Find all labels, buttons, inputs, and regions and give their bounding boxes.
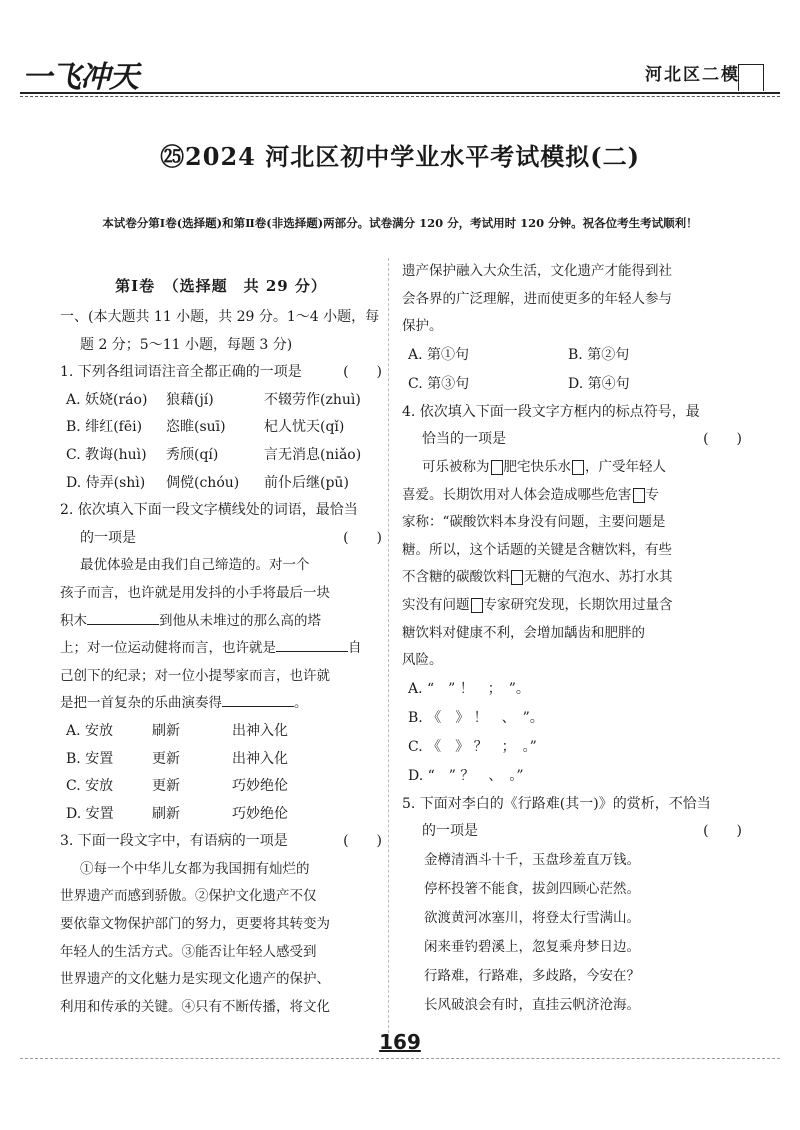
q3-stem bbox=[60, 828, 382, 856]
footer-rule bbox=[20, 1058, 780, 1059]
q4-passage-5 bbox=[402, 564, 742, 592]
q4-box-2[interactable] bbox=[572, 460, 584, 475]
q2-answer-paren[interactable]: ( ) bbox=[343, 529, 382, 546]
q4-box-1[interactable] bbox=[491, 460, 503, 475]
column-divider bbox=[388, 258, 389, 1038]
q2-c-3: 巧妙绝伦 bbox=[232, 778, 288, 795]
q1-stem-text: 1. 下列各组词语注音全都正确的一项是 bbox=[60, 364, 302, 381]
q5-answer-paren[interactable]: ( ) bbox=[703, 823, 742, 840]
q3-passage-5: 世界遗产的文化魅力是实现文化遗产的保护、 bbox=[60, 971, 330, 988]
q3-passage-4: 年轻人的生活方式。③能否让年轻人感受到 bbox=[60, 943, 317, 960]
q4-box-5[interactable] bbox=[471, 598, 483, 613]
q4-p1b: 肥宅快乐水 bbox=[503, 458, 571, 475]
q1-c-1: C. 教诲(huì) bbox=[66, 446, 147, 463]
q5-stem-line-2 bbox=[402, 818, 742, 846]
q2-c-1: C. 安放 bbox=[66, 778, 114, 795]
q2-passage-4a: 上；对一位运动健将而言，也许就是 bbox=[60, 640, 276, 657]
q3-option-d[interactable]: D. 第④句 bbox=[568, 375, 630, 392]
q2-a-3: 出神入化 bbox=[232, 722, 288, 739]
q1-option-b[interactable] bbox=[60, 414, 382, 442]
q4-passage-3: 家称：“碳酸饮料本身没有问题，主要问题是 bbox=[402, 514, 666, 531]
q2-passage-2: 孩子而言，也许就是用发抖的小手将最后一块 bbox=[60, 584, 330, 601]
q4-passage-7: 糖饮料对健康不利，会增加龋齿和肥胖的 bbox=[402, 624, 645, 641]
q2-passage-3 bbox=[60, 608, 382, 636]
q4-option-b[interactable]: B. 《 》 ！ 、 ”。 bbox=[408, 709, 544, 726]
q4-stem-text: 恰当的一项是 bbox=[422, 431, 506, 448]
header-region: 河北区二模 bbox=[645, 65, 740, 85]
q2-c-2: 更新 bbox=[152, 778, 180, 795]
page-number: 169 bbox=[379, 1030, 421, 1054]
q4-box-3[interactable] bbox=[633, 488, 645, 503]
q4-p1a: 可乐被称为 bbox=[422, 458, 490, 475]
right-column bbox=[402, 258, 742, 1020]
q4-p5a: 不含糖的碳酸饮料 bbox=[402, 569, 510, 586]
q4-passage-1 bbox=[402, 454, 742, 482]
q2-passage-6: 是把一首复杂的乐曲演奏得 。 bbox=[60, 690, 382, 718]
q2-a-2: 刷新 bbox=[152, 722, 180, 739]
q1-a-2: 狼藉(jí) bbox=[166, 391, 214, 408]
q3-passage-1: ①每一个中华儿女都为我国拥有灿烂的 bbox=[80, 860, 310, 877]
q4-option-d[interactable]: D. “ ” ？ 、 。” bbox=[408, 767, 524, 784]
q4-option-a[interactable]: A. “ ” ！ ； ”。 bbox=[408, 680, 530, 697]
q1-c-3: 言无消息(niǎo) bbox=[264, 446, 362, 463]
q1-option-c[interactable] bbox=[60, 442, 382, 470]
q1-a-3: 不辍劳作(zhuì) bbox=[264, 391, 361, 408]
q1-a-1: A. 妖娆(ráo) bbox=[66, 391, 148, 408]
q2-d-3: 巧妙绝伦 bbox=[232, 805, 288, 822]
q2-passage-3a: 积木 bbox=[60, 612, 87, 629]
header-decoration-icon bbox=[738, 64, 764, 91]
q2-d-2: 刷新 bbox=[152, 805, 180, 822]
q2-a-1: A. 安放 bbox=[66, 722, 114, 739]
q3-stem-text: 3. 下面一段文字中，有语病的一项是 bbox=[60, 833, 288, 850]
q1-answer-paren[interactable]: ( ) bbox=[343, 364, 382, 381]
q3-answer-paren[interactable]: ( ) bbox=[343, 833, 382, 850]
q2-stem-line-1: 2. 依次填入下面一段文字横线处的词语，最恰当 bbox=[60, 502, 358, 519]
q4-answer-paren[interactable]: ( ) bbox=[703, 431, 742, 448]
q3-options-row-2 bbox=[402, 370, 742, 399]
q4-passage-4: 糖。所以，这个话题的关键是含糖饮料，有些 bbox=[402, 541, 672, 558]
q5-stem-text: 的一项是 bbox=[422, 823, 478, 840]
q5-stem-line-1: 5. 下面对李白的《行路难(其一)》的赏析，不恰当 bbox=[402, 795, 711, 812]
q2-option-a[interactable] bbox=[60, 718, 382, 746]
exam-instructions: 本试卷分第Ⅰ卷(选择题)和第Ⅱ卷(非选择题)两部分。试卷满分 120 分，考试用时 120 分钟。祝各位考生考试顺利！ bbox=[102, 216, 698, 230]
q2-blank-3[interactable] bbox=[222, 692, 294, 707]
q1-d-3: 前仆后继(pū) bbox=[264, 474, 349, 491]
q4-p6a: 实没有问题 bbox=[402, 596, 470, 613]
q3-option-c[interactable]: C. 第③句 bbox=[408, 375, 470, 392]
q2-b-3: 出神入化 bbox=[232, 750, 288, 767]
q2-passage-5: 己创下的纪录；对一位小提琴家而言，也许就 bbox=[60, 667, 330, 684]
q2-passage-4 bbox=[60, 635, 382, 663]
q2-blank-1[interactable] bbox=[87, 610, 159, 625]
q4-passage-8: 风险。 bbox=[402, 652, 443, 669]
poem-line-3: 欲渡黄河冰塞川，将登太行雪满山。 bbox=[424, 909, 640, 926]
q3-passage-3: 要依靠文物保护部门的努力，更要将其转变为 bbox=[60, 916, 330, 933]
q4-p6b: 专家研究发现，长期饮用过量含 bbox=[483, 596, 673, 613]
q3-passage-6: 利用和传承的关键。④只有不断传播，将文化 bbox=[60, 998, 330, 1015]
poem-line-4: 闲来垂钓碧溪上，忽复乘舟梦日边。 bbox=[424, 938, 640, 955]
q3-passage-8: 会各界的广泛理解，进而使更多的年轻人参与 bbox=[402, 290, 672, 307]
q3-option-b[interactable]: B. 第②句 bbox=[568, 346, 630, 363]
q2-b-2: 更新 bbox=[152, 750, 180, 767]
q3-passage-2: 世界遗产而感到骄傲。②保护文化遗产不仅 bbox=[60, 888, 317, 905]
q4-passage-2 bbox=[402, 482, 742, 510]
q4-p5b: 无糖的气泡水、苏打水其 bbox=[524, 569, 673, 586]
poem-line-5: 行路难，行路难，多歧路，今安在？ bbox=[424, 967, 640, 984]
q4-stem-line-2 bbox=[402, 426, 742, 454]
q4-stem-line-1: 4. 依次填入下面一段文字方框内的标点符号，最 bbox=[402, 403, 700, 420]
q3-passage-7: 遗产保护融入大众生活，文化遗产才能得到社 bbox=[402, 263, 672, 279]
brand-logo: 一飞冲天 bbox=[22, 60, 138, 95]
q2-option-c[interactable] bbox=[60, 773, 382, 801]
q2-passage-6a: 是把一首复杂的乐曲演奏得 bbox=[60, 695, 222, 712]
q4-passage-6 bbox=[402, 592, 742, 620]
q2-passage-1: 最优体验是由我们自己缔造的。对一个 bbox=[80, 557, 310, 574]
part-heading-line-1: 一、(本大题共 11 小题，共 29 分。1～4 小题，每 bbox=[60, 309, 380, 325]
q2-stem-line-2 bbox=[60, 525, 382, 553]
q3-option-a[interactable]: A. 第①句 bbox=[408, 346, 470, 363]
q1-c-2: 秀颀(qí) bbox=[166, 446, 219, 463]
header-rule bbox=[20, 92, 780, 94]
q1-stem bbox=[60, 359, 382, 387]
q2-d-1: D. 安置 bbox=[66, 805, 114, 822]
q1-option-a[interactable] bbox=[60, 387, 382, 415]
q4-p2a: 喜爱。长期饮用对人体会造成哪些危害 bbox=[402, 486, 632, 503]
q4-p1c: ，广受年轻人 bbox=[585, 458, 666, 475]
section-title: 第Ⅰ卷 （选择题 共 29 分） bbox=[115, 277, 327, 295]
poem-line-1: 金樽清酒斗十千，玉盘珍羞直万钱。 bbox=[424, 851, 640, 868]
q2-b-1: B. 安置 bbox=[66, 750, 114, 767]
part-heading-line-2: 题 2 分；5～11 小题，每题 3 分) bbox=[80, 336, 293, 353]
q2-option-b[interactable] bbox=[60, 746, 382, 774]
q3-options-row-1 bbox=[402, 341, 742, 370]
left-column bbox=[60, 268, 382, 1021]
page-title: ㉕2024 河北区初中学业水平考试模拟(二) bbox=[160, 142, 640, 171]
q2-blank-2[interactable] bbox=[276, 637, 348, 652]
q3-passage-9: 保护。 bbox=[402, 318, 443, 335]
q1-b-3: 杞人忧天(qǐ) bbox=[264, 419, 345, 436]
q4-p2b: 专 bbox=[645, 486, 659, 503]
q1-b-2: 恣睢(suī) bbox=[166, 419, 226, 436]
q4-box-4[interactable] bbox=[511, 570, 523, 585]
q2-option-d[interactable] bbox=[60, 801, 382, 829]
q1-option-d[interactable] bbox=[60, 470, 382, 498]
q1-b-1: B. 绯红(fēi) bbox=[66, 419, 143, 436]
q1-d-1: D. 侍弄(shì) bbox=[66, 474, 146, 491]
q4-option-c[interactable]: C. 《 》 ？ ； 。” bbox=[408, 738, 537, 755]
header-rule-dashed bbox=[20, 96, 780, 97]
q2-passage-3b: 到他从未堆过的那么高的塔 bbox=[159, 612, 321, 629]
q2-passage-4b: 自 bbox=[348, 640, 362, 657]
poem-line-2: 停杯投箸不能食，拔剑四顾心茫然。 bbox=[424, 880, 640, 897]
poem-line-6: 长风破浪会有时，直挂云帆济沧海。 bbox=[424, 996, 640, 1013]
q1-d-2: 倜傥(chóu) bbox=[166, 474, 240, 491]
q2-stem-text: 的一项是 bbox=[80, 529, 136, 546]
